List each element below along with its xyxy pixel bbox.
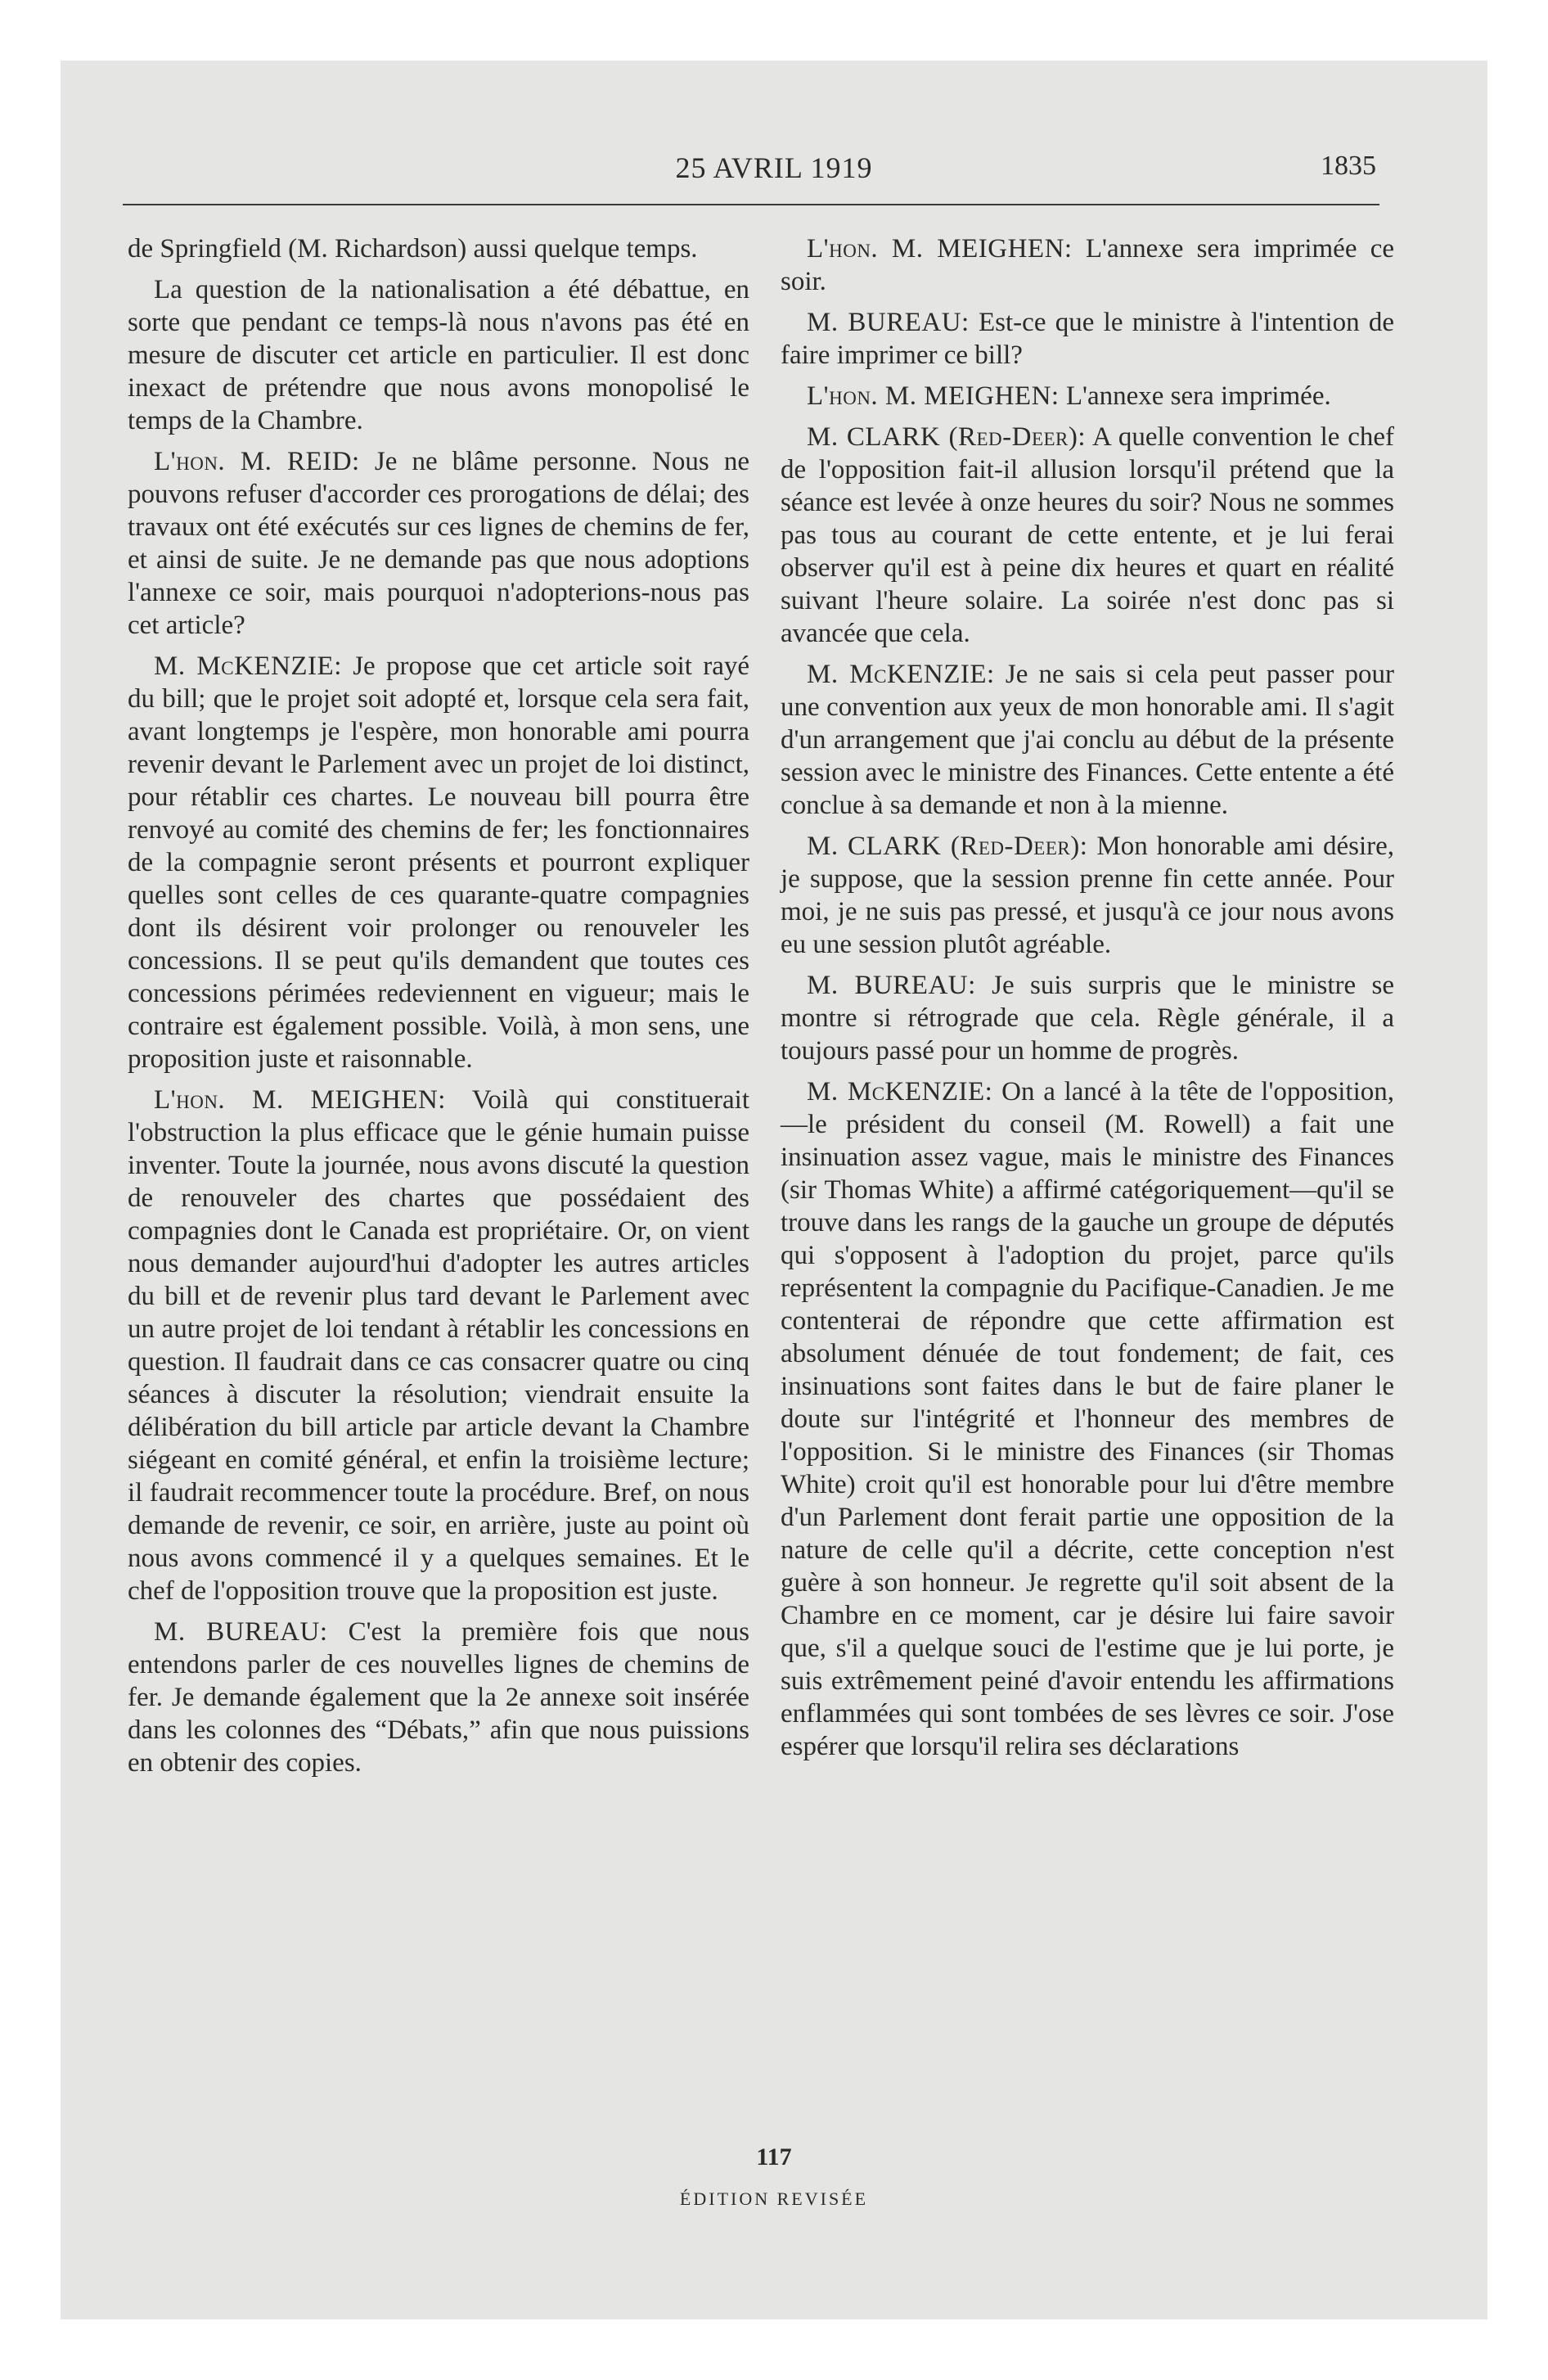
paragraph <box>781 1075 1394 1763</box>
header-rule <box>123 204 1379 205</box>
speaker-name: L'hon. M. MEIGHEN: <box>154 1085 446 1115</box>
paragraph-text: L'annexe sera imprimée ce soir. <box>781 234 1395 296</box>
speaker-name: M. CLARK (Red-Deer): <box>807 832 1088 861</box>
edition-label: ÉDITION REVISÉE <box>679 2188 869 2209</box>
header-date: 25 AVRIL 1919 <box>675 151 873 184</box>
speaker-name: L'hon. M. MEIGHEN: <box>807 381 1060 411</box>
paragraph-text: L'annexe sera imprimée. <box>1065 381 1331 411</box>
paragraph <box>781 969 1394 1067</box>
paragraph <box>781 658 1394 822</box>
paragraph <box>781 830 1394 961</box>
paragraph <box>781 421 1394 650</box>
paragraph-text: La question de la nationalisation a été débattue, en sorte que pendant ce temps-là nous n'avons pas été en mesure de discuter cet article en particulier. Il est donc inexact de prétendre que nous avons monopolisé le temps de la Chambre. <box>128 275 749 435</box>
paragraph-text: On a lancé à la tête de l'opposition,—le président du conseil (M. Rowell) a fait une insinuation assez vague, mais le ministre des Finances (sir Thomas White) a affirmé catégoriquement—qu'il se trouve dans les rangs de la gauche un groupe de députés qui s'opposent à l'adoption du projet, parce qu'ils représentent la compagnie du Pacifique-Canadien. Je me contenterai de répondre que cette affirmation est absolument dénuée de tout fondement; de fait, ces insinuations sont faites dans le but de faire planer le doute sur l'intégrité et l'honneur des membres de l'opposition. Si le ministre des Finances (sir Thomas White) croit qu'il est honorable pour lui d'être membre d'un Parlement dont ferait partie une opposition de la nature de celle qu'il a décrite, cette conception n'est guère à son honneur. Je regrette qu'il soit absent de la Chambre en ce moment, car je désire lui faire savoir que, s'il a quelque souci de l'estime que je lui porte, je suis extrêmement peiné d'avoir entendu les affirmations enflammées qui sont tombées de ses lèvres ce soir. J'ose espérer que lorsqu'il relira ses déclarations <box>781 1077 1394 1761</box>
speaker-name: M. BUREAU: <box>807 971 976 1000</box>
paragraph-text: A quelle convention le chef de l'opposition fait-il allusion lorsqu'il prétend que la séance est levée à onze heures du soir? Nous ne sommes pas tous au courant de cette entente, et je lui ferai observer qu'il est à peine dix heures et quart en réalité suivant l'heure solaire. La soirée n'est donc pas si avancée que cela. <box>781 422 1395 648</box>
header-page-number: 1835 <box>1321 151 1376 181</box>
speaker-name: M. McKENZIE: <box>807 1077 993 1107</box>
paragraph-text: Mon honorable ami désire, je suppose, que la session prenne fin cette année. Pour moi, je ne suis pas pressé, et jusqu'à ce jour nous avons eu une session plutôt agréable. <box>781 832 1395 959</box>
speaker-name: M. BUREAU: <box>154 1617 328 1647</box>
speaker-name: M. CLARK (Red-Deer): <box>807 422 1087 452</box>
paragraph <box>128 1084 749 1607</box>
right-column <box>781 232 1394 1771</box>
page-scan <box>61 61 1487 2319</box>
paragraph-text: de Springfield (M. Richardson) aussi quelque temps. <box>128 234 698 264</box>
paragraph-text: Je ne blâme personne. Nous ne pouvons refuser d'accorder ces prorogations de délai; des travaux ont été exécutés sur ces lignes de chemins de fer, et ainsi de suite. Je ne demande pas que nous adoptions l'annexe ce soir, mais pourquoi n'adopterions-nous pas cet article? <box>128 447 750 640</box>
paragraph-text: Je suis surpris que le ministre se montre si rétrograde que cela. Règle générale, il a toujours passé pour un homme de progrès. <box>781 971 1395 1066</box>
paragraph-text: Je propose que cet article soit rayé du bill; que le projet soit adopté et, lorsque cela sera fait, avant longtemps je l'espère, mon honorable ami pourra revenir devant le Parlement avec un projet de loi distinct, pour rétablir ces chartes. Le nouveau bill pourra être renvoyé au comité des chemins de fer; les fonctionnaires de la compagnie seront présents et pourront expliquer quelles sont celles de ces quarante-quatre compagnies dont ils désirent voir prolonger ou renouveler les concessions. Il se peut qu'ils demandent que toutes ces concessions périmées redeviennent en vigueur; mais le contraire est également possible. Voilà, à mon sens, une proposition juste et raisonnable. <box>128 651 749 1074</box>
paragraph-text: Est-ce que le ministre à l'intention de faire imprimer ce bill? <box>781 308 1395 370</box>
paragraph <box>128 232 749 265</box>
folio-number: 117 <box>756 2143 792 2170</box>
speaker-name: M. McKENZIE: <box>154 651 342 681</box>
left-column <box>128 232 749 1787</box>
paragraph <box>128 445 749 642</box>
speaker-name: M. McKENZIE: <box>807 660 995 689</box>
paragraph <box>128 650 749 1075</box>
speaker-name: L'hon. M. MEIGHEN: <box>807 234 1073 264</box>
paragraph <box>128 1616 749 1779</box>
paragraph <box>781 380 1394 412</box>
paragraph-text: C'est la première fois que nous entendons parler de ces nouvelles lignes de chemins de fer. Je demande également que la 2e annexe soit insérée dans les colonnes des “Débats,” afin que nous puissions en obtenir des copies. <box>128 1617 750 1778</box>
paragraph-text: Je ne sais si cela peut passer pour une convention aux yeux de mon honorable ami. Il s'agit d'un arrangement que j'ai conclu au début de la présente session avec le ministre des Finances. Cette entente a été conclue à sa demande et non à la mienne. <box>781 660 1395 820</box>
speaker-name: M. BUREAU: <box>807 308 970 337</box>
paragraph <box>781 306 1394 372</box>
paragraph <box>781 232 1394 298</box>
paragraph-text: Voilà qui constituerait l'obstruction la plus efficace que le génie humain puisse inventer. Toute la journée, nous avons discuté la question de renouveler des chartes que possédaient des compagnies dont le Canada est propriétaire. Or, on vient nous demander aujourd'hui d'adopter les autres articles du bill et de revenir plus tard devant le Parlement avec un autre projet de loi tendant à rétablir les concessions en question. Il faudrait dans ce cas consacrer quatre ou cinq séances à discuter la résolution; viendrait ensuite la délibération du bill article par article devant la Chambre siégeant en comité général, et enfin la troisième lecture; il faudrait recommencer toute la procédure. Bref, on nous demande de revenir, ce soir, en arrière, juste au point où nous avons commencé il y a quelques semaines. Et le chef de l'opposition trouve que la proposition est juste. <box>128 1085 749 1606</box>
paragraph <box>128 273 749 437</box>
speaker-name: L'hon. M. REID: <box>154 447 360 476</box>
